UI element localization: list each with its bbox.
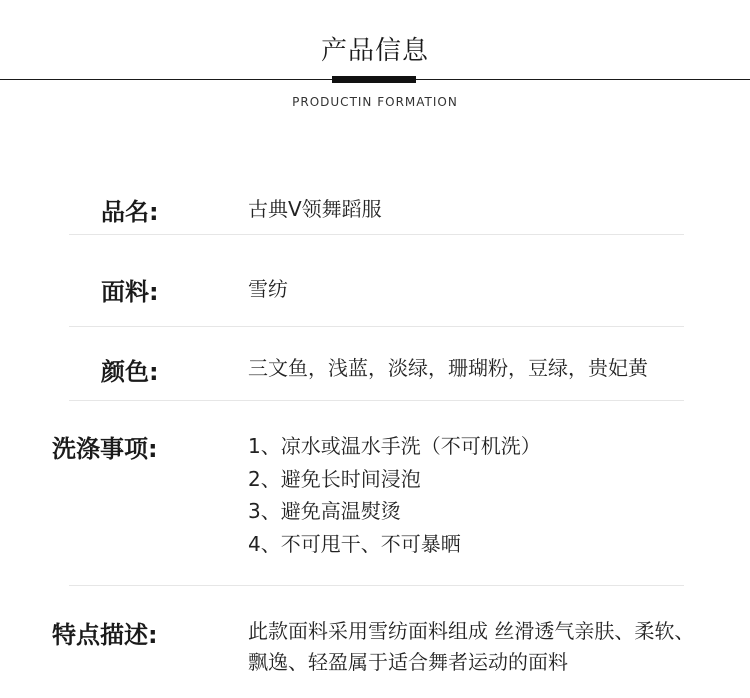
feature-text-line: 飘逸、轻盈属于适合舞者运动的面料	[248, 650, 568, 674]
washing-instruction: 3、避免高温熨烫	[248, 499, 401, 523]
feature-label: 特点描述:	[52, 621, 158, 649]
product-name-value: 古典V领舞蹈服	[248, 197, 382, 221]
washing-label: 洗涤事项:	[52, 435, 158, 463]
washing-instruction: 1、凉水或温水手洗（不可机洗）	[248, 434, 541, 458]
fabric-value: 雪纺	[248, 277, 288, 301]
divider	[69, 400, 684, 401]
color-label: 颜色:	[101, 358, 159, 386]
divider	[69, 326, 684, 327]
section-subtitle: PRODUCTIN FORMATION	[292, 95, 458, 109]
color-value: 三文鱼，浅蓝，淡绿，珊瑚粉，豆绿，贵妃黄	[248, 356, 648, 380]
fabric-label: 面料:	[101, 278, 159, 306]
washing-instruction: 2、避免长时间浸泡	[248, 467, 421, 491]
section-title: 产品信息	[320, 36, 429, 66]
divider	[69, 234, 684, 235]
feature-text-line: 此款面料采用雪纺面料组成 丝滑透气亲肤、柔软、	[248, 619, 695, 643]
product-name-label: 品名:	[101, 198, 159, 226]
washing-instruction: 4、不可甩干、不可暴晒	[248, 532, 461, 556]
divider	[69, 585, 684, 586]
title-accent-bar	[332, 76, 416, 83]
